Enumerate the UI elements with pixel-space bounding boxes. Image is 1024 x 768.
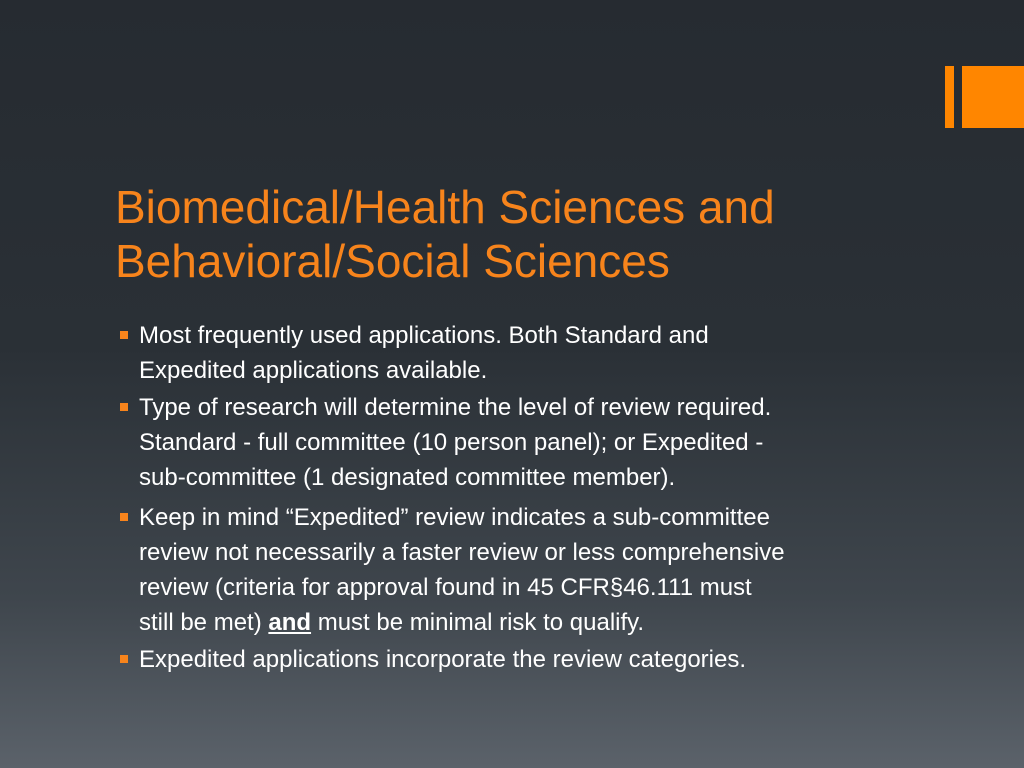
square-bullet-icon [120, 513, 128, 521]
bullet-text-line: Type of research will determine the level of review required. [139, 394, 772, 421]
bullet-text-line [139, 605, 918, 640]
bullet-item [118, 642, 918, 677]
title-line-1: Biomedical/Health Sciences and [115, 181, 775, 233]
slide-title [115, 180, 915, 288]
square-bullet-icon [120, 655, 128, 663]
accent-bar-wide [962, 66, 1024, 128]
bullet-text-segment: still be met) [139, 609, 269, 636]
emphasized-word: and [268, 609, 312, 636]
bullet-item [118, 318, 918, 388]
accent-bar-thin [945, 66, 954, 128]
bullet-item [118, 390, 918, 495]
bullet-text-line: sub-committee (1 designated committee member). [139, 464, 676, 491]
bullet-text-segment: must be minimal risk to qualify. [311, 609, 645, 636]
bullet-text-line: Expedited applications available. [139, 357, 488, 384]
title-line-2: Behavioral/Social Sciences [115, 235, 670, 287]
bullet-list [118, 318, 918, 679]
bullet-text-line: Expedited applications incorporate the review categories. [139, 646, 747, 673]
bullet-text-line: Most frequently used applications. Both Standard and [139, 322, 709, 349]
bullet-text-line: Keep in mind “Expedited” review indicates a sub-committee [139, 504, 770, 531]
bullet-text-line: Standard - full committee (10 person panel); or Expedited - [139, 429, 764, 456]
bullet-text-line: review (criteria for approval found in 45 CFR§46.111 must [139, 574, 752, 601]
bullet-text-line: review not necessarily a faster review or less comprehensive [139, 539, 785, 566]
bullet-item [118, 500, 918, 640]
square-bullet-icon [120, 403, 128, 411]
square-bullet-icon [120, 331, 128, 339]
